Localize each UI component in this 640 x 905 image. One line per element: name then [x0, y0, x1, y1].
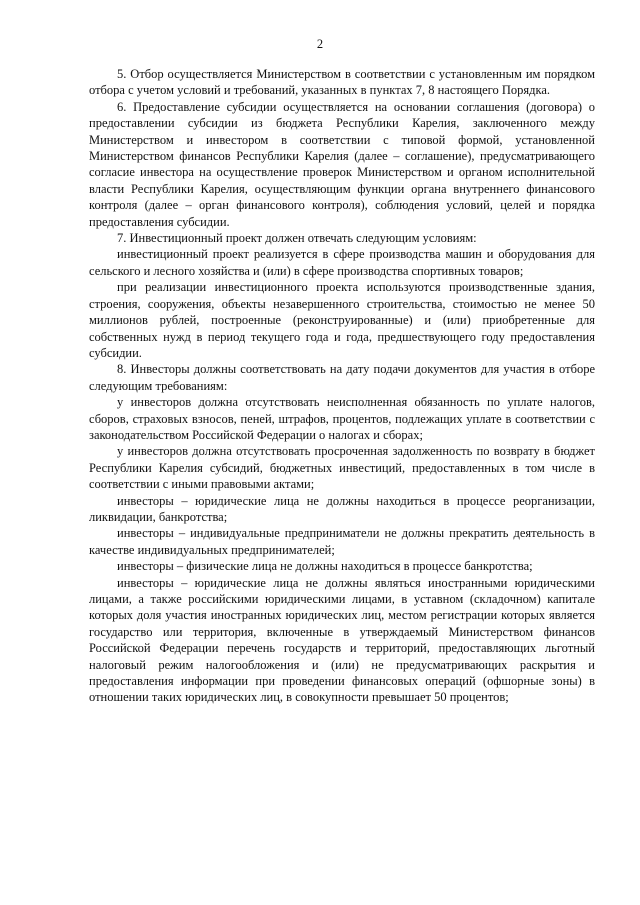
paragraph-8-requirement-2: у инвесторов должна отсутствовать просроченная задолженность по возврату в бюджет Республики Карелия субсидий, бюджетных инвестиций, предоставленных в том числе в соответствии с иными правовыми актами; — [89, 444, 595, 492]
paragraph-8-requirement-4: инвесторы – индивидуальные предприниматели не должны прекратить деятельность в качестве индивидуальных предпринимателей; — [89, 526, 595, 557]
paragraph-8-requirement-5: инвесторы – физические лица не должны находиться в процессе банкротства; — [117, 559, 533, 574]
document-body — [89, 66, 595, 706]
paragraph-7: 7. Инвестиционный проект должен отвечать следующим условиям: — [117, 231, 477, 246]
paragraph-8-requirement-3: инвесторы – юридические лица не должны находиться в процессе реорганизации, ликвидации, банкротства; — [89, 493, 595, 524]
paragraph-8-requirement-6: инвесторы – юридические лица не должны являться иностранными юридическими лицами, а также российскими юридическими лицами, в уставном (складочном) капитале которых доля участия иностранных юридических лиц, местом регистрации которых является государство или территория, включенные в утверждаемый Министерством финансов Российской Федерации перечень государств и территорий, предоставляющих льготный налоговый режим налогообложения и (или) не предусматривающих раскрытия и предоставления информации при проведении финансовых операций (офшорные зоны) в отношении таких юридических лиц, в совокупности превышает 50 процентов; — [89, 575, 595, 705]
paragraph-8-requirement-1: у инвесторов должна отсутствовать неисполненная обязанность по уплате налогов, сборов, страховых взносов, пеней, штрафов, процентов, подлежащих уплате в соответствии с законодательством Российской Федерации о налогах и сборах; — [89, 395, 595, 442]
paragraph-6: 6. Предоставление субсидии осуществляется на основании соглашения (договора) о предоставлении субсидии из бюджета Республики Карелия, заключенного между Министерством и инвестором в соответствии с типовой формой, установленной Министерством финансов Республики Карелия (далее – соглашение), предусматривающего согласие инвестора на осуществление проверок Министерством и органом исполнительной власти Республики Карелия, осуществляющим функции органа внутреннего финансового контроля (далее – орган финансового контроля), соблюдения условий, целей и порядка предоставления субсидии. — [89, 99, 595, 229]
paragraph-7-condition-1: инвестиционный проект реализуется в сфере производства машин и оборудования для сельского и лесного хозяйства и (или) в сфере производства спортивных товаров; — [89, 247, 595, 278]
paragraph-7-condition-2: при реализации инвестиционного проекта используются производственные здания, строения, сооружения, объекты незавершенного строительства, стоимостью не менее 50 миллионов рублей, построенные (реконструированные) и (или) приобретенные для собственных нужд в период текущего года и года, предшествующего году предоставления субсидии. — [89, 280, 595, 360]
page-number: 2 — [316, 37, 324, 51]
paragraph-8: 8. Инвесторы должны соответствовать на дату подачи документов для участия в отборе следующим требованиям: — [89, 362, 595, 393]
paragraph-5: 5. Отбор осуществляется Министерством в соответствии с установленным им порядком отбора с учетом условий и требований, указанных в пунктах 7, 8 настоящего Порядка. — [89, 67, 595, 98]
